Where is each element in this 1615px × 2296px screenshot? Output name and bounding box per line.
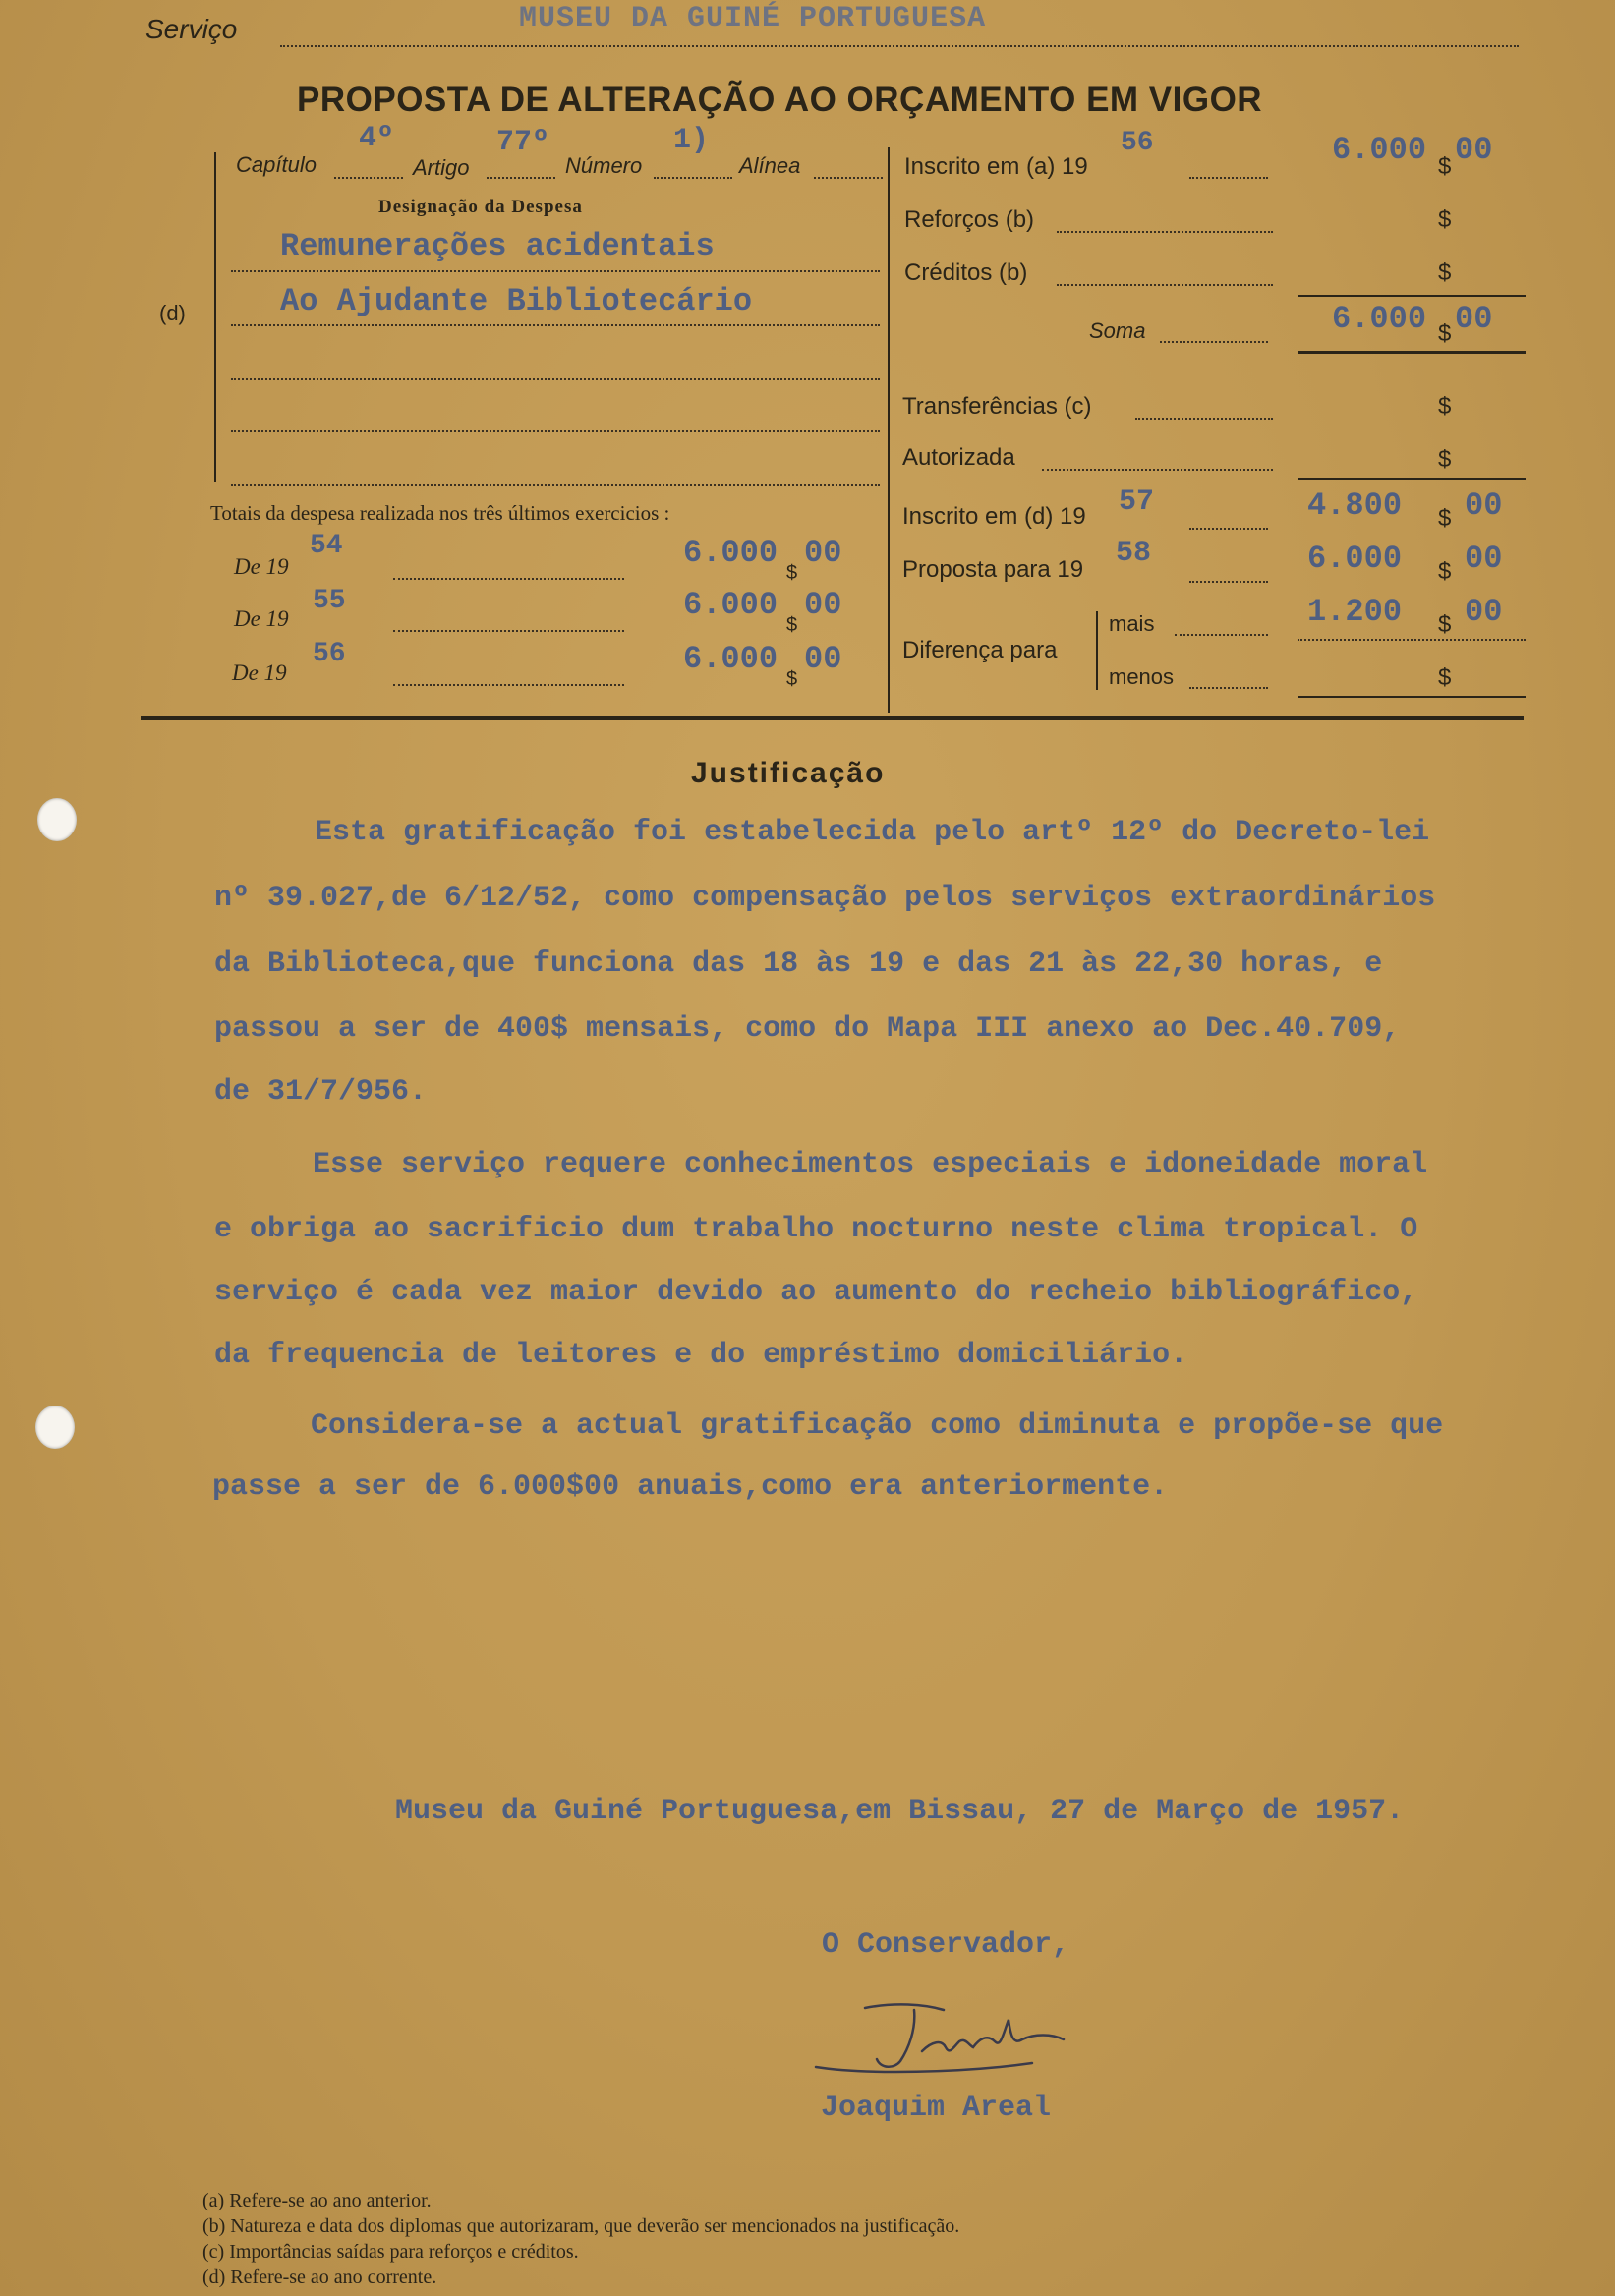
totals-row-cents: 00 bbox=[804, 587, 842, 623]
totals-row-year: 56 bbox=[313, 639, 346, 669]
service-label: Serviço bbox=[145, 14, 238, 44]
menos-label: menos bbox=[1109, 664, 1175, 689]
justification-heading: Justificação bbox=[691, 757, 886, 789]
designation-line-1: Remunerações acidentais bbox=[280, 228, 715, 264]
diferenca-bracket bbox=[1096, 611, 1098, 690]
signatory-name: Joaquim Areal bbox=[821, 2092, 1052, 2125]
service-dotted-line bbox=[280, 45, 1519, 47]
totals-row-amount: 6.000 bbox=[683, 535, 779, 571]
justification-line: serviço é cada vez maior devido ao aumento do recheio bibliográfico, bbox=[214, 1276, 1418, 1309]
inscrito-label: Inscrito em (a) 19 bbox=[904, 153, 1088, 180]
designation-dots-4 bbox=[231, 430, 880, 432]
mais-label: mais bbox=[1109, 611, 1155, 636]
capitulo-label: Capítulo bbox=[236, 152, 317, 177]
transferencias-currency: $ bbox=[1438, 393, 1452, 420]
justification-line: Considera-se a actual gratificação como diminuta e propõe-se que bbox=[311, 1409, 1444, 1443]
inscrito-cents: 00 bbox=[1455, 132, 1493, 168]
column-divider bbox=[888, 147, 890, 713]
mais-cents: 00 bbox=[1465, 594, 1503, 630]
creditos-currency: $ bbox=[1438, 259, 1452, 286]
soma-dots bbox=[1160, 341, 1268, 343]
designation-line-2: Ao Ajudante Bibliotecário bbox=[280, 283, 753, 319]
mais-dots bbox=[1175, 634, 1268, 636]
reforcos-label: Reforços (b) bbox=[904, 206, 1035, 233]
justification-line: da Biblioteca,que funciona das 18 às 19 e das 21 às 22,30 horas, e bbox=[214, 947, 1383, 981]
totals-row-prefix: De 19 bbox=[232, 660, 287, 685]
soma-amount: 6.000 bbox=[1332, 301, 1427, 337]
totals-row-year: 54 bbox=[310, 531, 343, 561]
d-marker: (d) bbox=[159, 301, 186, 325]
proposta-label: Proposta para 19 bbox=[902, 556, 1084, 583]
reforcos-currency: $ bbox=[1438, 206, 1452, 233]
justification-line: e obriga ao sacrificio dum trabalho nocturno neste clima tropical. O bbox=[214, 1213, 1418, 1246]
artigo-value: 77º bbox=[496, 126, 550, 159]
numero-value: 1) bbox=[673, 124, 710, 157]
transferencias-label: Transferências (c) bbox=[902, 393, 1092, 420]
justification-line: passe a ser de 6.000$00 anuais,como era anteriormente. bbox=[212, 1470, 1169, 1504]
alinea-label: Alínea bbox=[739, 153, 801, 178]
totals-row-year: 55 bbox=[313, 586, 346, 616]
mais-currency: $ bbox=[1438, 611, 1452, 638]
artigo-dots bbox=[487, 177, 555, 179]
artigo-label: Artigo bbox=[413, 155, 470, 180]
reforcos-dots bbox=[1057, 231, 1273, 233]
autorizada-currency: $ bbox=[1438, 446, 1452, 473]
footnote: (d) Refere-se ao ano corrente. bbox=[202, 2267, 437, 2288]
numero-dots bbox=[654, 177, 732, 179]
autorizada-dots bbox=[1042, 469, 1273, 471]
justification-line: da frequencia de leitores e do empréstimo domiciliário. bbox=[214, 1339, 1188, 1372]
totals-row-dots bbox=[393, 630, 624, 632]
justification-line: Esta gratificação foi estabelecida pelo artº 12º do Decreto-lei bbox=[315, 816, 1430, 849]
justification-line: de 31/7/956. bbox=[214, 1075, 428, 1109]
inscrito-d-label: Inscrito em (d) 19 bbox=[902, 503, 1086, 530]
designation-dots-1 bbox=[231, 270, 880, 272]
proposta-dots bbox=[1189, 581, 1268, 583]
totals-row-cents: 00 bbox=[804, 535, 842, 571]
footnote: (c) Importâncias saídas para reforços e créditos. bbox=[202, 2241, 579, 2263]
proposta-year: 58 bbox=[1116, 537, 1152, 570]
inscrito-d-currency: $ bbox=[1438, 505, 1452, 532]
justification-line: Esse serviço requere conhecimentos especiais e idoneidade moral bbox=[313, 1148, 1428, 1181]
proposta-cents: 00 bbox=[1465, 541, 1503, 577]
justification-line: nº 39.027,de 6/12/52, como compensação pelos serviços extraordinários bbox=[214, 882, 1436, 915]
totals-row-currency: $ bbox=[786, 562, 798, 584]
inscrito-d-amount: 4.800 bbox=[1307, 488, 1403, 524]
menos-currency: $ bbox=[1438, 664, 1452, 691]
totals-row-prefix: De 19 bbox=[234, 606, 289, 631]
punch-hole-top bbox=[37, 798, 77, 841]
totals-row-cents: 00 bbox=[804, 641, 842, 677]
numero-label: Número bbox=[565, 153, 643, 178]
inscrito-dots bbox=[1189, 177, 1268, 179]
alinea-dots bbox=[814, 177, 883, 179]
soma-bottom-rule bbox=[1298, 351, 1526, 354]
menos-rule bbox=[1298, 696, 1526, 698]
inscrito-d-dots bbox=[1189, 528, 1268, 530]
soma-label: Soma bbox=[1089, 318, 1146, 343]
totals-row-currency: $ bbox=[786, 668, 798, 690]
transferencias-dots bbox=[1135, 418, 1273, 420]
section-separator bbox=[141, 716, 1524, 720]
totals-row-amount: 6.000 bbox=[683, 587, 779, 623]
totals-row-dots bbox=[393, 578, 624, 580]
closing-title: O Conservador, bbox=[822, 1928, 1070, 1962]
inscrito-d-cents: 00 bbox=[1465, 488, 1503, 524]
service-value: MUSEU DA GUINÉ PORTUGUESA bbox=[519, 2, 987, 35]
soma-cents: 00 bbox=[1455, 301, 1493, 337]
designation-dots-3 bbox=[231, 378, 880, 380]
left-bracket-line bbox=[214, 152, 216, 482]
capitulo-dots bbox=[334, 177, 403, 179]
autorizada-label: Autorizada bbox=[902, 444, 1015, 471]
diferenca-label: Diferença para bbox=[902, 637, 1058, 663]
mais-amount: 1.200 bbox=[1307, 594, 1403, 630]
footnote: (a) Refere-se ao ano anterior. bbox=[202, 2190, 432, 2211]
designation-dots-2 bbox=[231, 324, 880, 326]
totals-row-prefix: De 19 bbox=[234, 554, 289, 579]
proposta-currency: $ bbox=[1438, 558, 1452, 585]
creditos-label: Créditos (b) bbox=[904, 259, 1028, 286]
menos-dots bbox=[1189, 687, 1268, 689]
inscrito-amount: 6.000 bbox=[1332, 132, 1427, 168]
soma-rule bbox=[1298, 295, 1526, 297]
designation-dots-5 bbox=[231, 484, 880, 486]
signature-image bbox=[806, 1990, 1091, 2089]
form-title: PROPOSTA DE ALTERAÇÃO AO ORÇAMENTO EM VIGOR bbox=[297, 81, 1263, 119]
inscrito-year: 56 bbox=[1121, 128, 1154, 158]
punch-hole-bottom bbox=[35, 1406, 75, 1449]
totals-row-dots bbox=[393, 684, 624, 686]
capitulo-value: 4º bbox=[359, 122, 395, 155]
totals-row-currency: $ bbox=[786, 614, 798, 636]
creditos-dots bbox=[1057, 284, 1273, 286]
totals-row-amount: 6.000 bbox=[683, 641, 779, 677]
inscrito-d-year: 57 bbox=[1119, 486, 1155, 519]
totals-heading: Totais da despesa realizada nos três últimos exercicios : bbox=[210, 501, 670, 525]
inscrito-currency: $ bbox=[1438, 153, 1452, 180]
place-date: Museu da Guiné Portuguesa,em Bissau, 27 de Março de 1957. bbox=[395, 1795, 1405, 1828]
autorizada-rule bbox=[1298, 478, 1526, 480]
proposta-amount: 6.000 bbox=[1307, 541, 1403, 577]
footnote: (b) Natureza e data dos diplomas que autorizaram, que deverão ser mencionados na justificação. bbox=[202, 2215, 960, 2237]
justification-line: passou a ser de 400$ mensais, como do Mapa III anexo ao Dec.40.709, bbox=[214, 1012, 1401, 1046]
mais-amount-dots bbox=[1298, 639, 1526, 641]
designation-heading: Designação da Despesa bbox=[378, 197, 583, 217]
soma-currency: $ bbox=[1438, 320, 1452, 347]
